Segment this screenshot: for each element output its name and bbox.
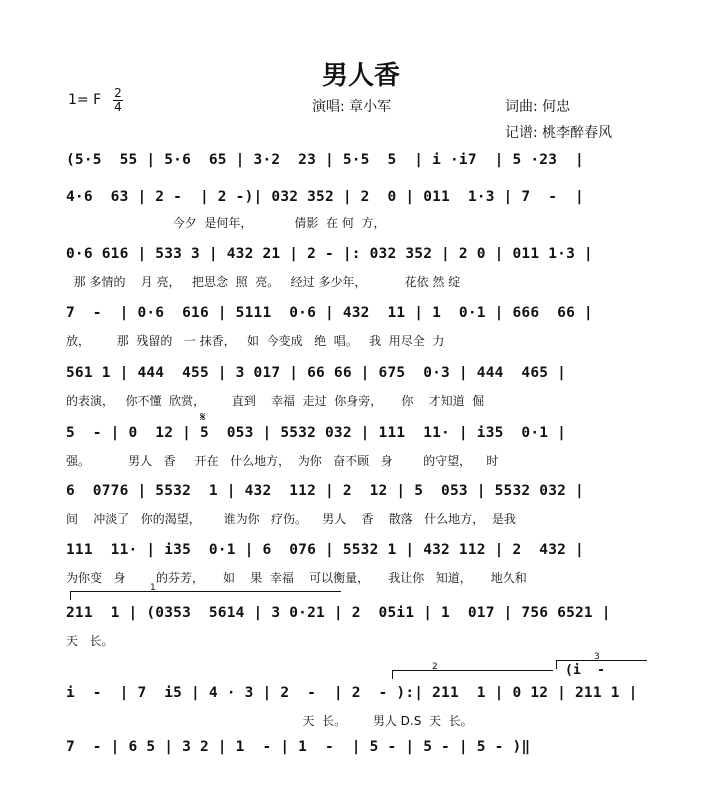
notation-line-4: 7 - | 0·6 616 | 5111 0·6 | 432 11 | 1 0·1 | 666 66 |: [66, 305, 593, 321]
volta-label-1: 1: [150, 583, 156, 593]
time-signature: [113, 88, 123, 113]
notation-line-8: 111 11· | i35 0·1 | 6 076 | 5532 1 | 432 112 | 2 432 |: [66, 542, 584, 558]
singer-credit: 演唱: 章小军: [312, 99, 392, 115]
lyrics-line-9: 天 长。: [66, 634, 114, 648]
lyrics-line-8: 为你变 身 的芬芳， 如 果 幸福 可以衡量， 我让你 知道， 地久和: [66, 571, 527, 585]
time-signature-bottom: 4: [114, 100, 122, 114]
notation-line-1: (5·5 55 | 5·6 65 | 3·2 23 | 5·5 5 | i ·i7 | 5 ·23 |: [66, 152, 584, 168]
lyrics-line-2: 今夕 是何年， 倩影 在 何 方，: [66, 216, 386, 230]
key-signature: 1= F: [68, 92, 102, 108]
lyrics-line-4: 放， 那 残留的 一 抹香， 如 今变成 绝 唱。 我 用尽全 力: [66, 334, 445, 348]
notation-line-7: 6 0776 | 5532 1 | 432 112 | 2 12 | 5 053 | 5532 032 |: [66, 483, 584, 499]
time-signature-top: 2: [114, 86, 122, 100]
notation-line-3: 0·6 616 | 533 3 | 432 21 | 2 - |: 032 352 | 2 0 | 011 1·3 |: [66, 246, 593, 262]
volta-label-2: 2: [432, 662, 438, 672]
notation-line-11: 7 - | 6 5 | 3 2 | 1 - | 1 - | 5 - | 5 - | 5 - )‖: [66, 739, 531, 755]
recorder-credit: 记谱: 桃李醉春风: [505, 125, 613, 141]
volta-bracket-2: [392, 670, 553, 679]
coda-note: (i -: [565, 663, 606, 678]
notation-line-9: 211 1 | (0353 5614 | 3 0·21 | 2 05i1 | 1 017 | 756 6521 |: [66, 605, 611, 621]
lyrics-line-7: 间 冲淡了 你的渴望， 谁为你 疗伤。 男人 香 散落 什么地方， 是我: [66, 512, 516, 526]
notation-line-10: i - | 7 i5 | 4 · 3 | 2 - | 2 - ):| 211 1 | 0 12 | 211 1 |: [66, 685, 638, 701]
lyrics-line-6: 强。 男人 香 开在 什么地方， 为你 奋不顾 身 的守望， 时: [66, 454, 499, 468]
volta-label-3: 3: [594, 652, 600, 662]
composer-credit: 词曲: 何忠: [505, 99, 571, 115]
song-title: 男人香: [321, 61, 400, 91]
volta-bracket-1: [70, 591, 341, 600]
lyrics-line-10: 天 长。 男人 D.S 天 长。: [66, 714, 473, 728]
lyrics-line-5: 的表演， 你不懂 欣赏， 直到 幸福 走过 你身旁， 你 才知道 倔: [66, 394, 485, 408]
segno-icon: 𝄋: [200, 410, 206, 425]
lyrics-line-3: 那 多情的 月 亮， 把思念 照 亮。 经过 多少年， 花依 然 绽: [66, 275, 461, 289]
notation-line-6: 5 - | 0 12 | 5 053 | 5532 032 | 111 11· | i35 0·1 |: [66, 425, 567, 441]
notation-line-2: 4·6 63 | 2 - | 2 -)| 032 352 | 2 0 | 011 1·3 | 7 - |: [66, 189, 584, 205]
notation-line-5: 561 1 | 444 455 | 3 017 | 66 66 | 675 0·3 | 444 465 |: [66, 365, 567, 381]
